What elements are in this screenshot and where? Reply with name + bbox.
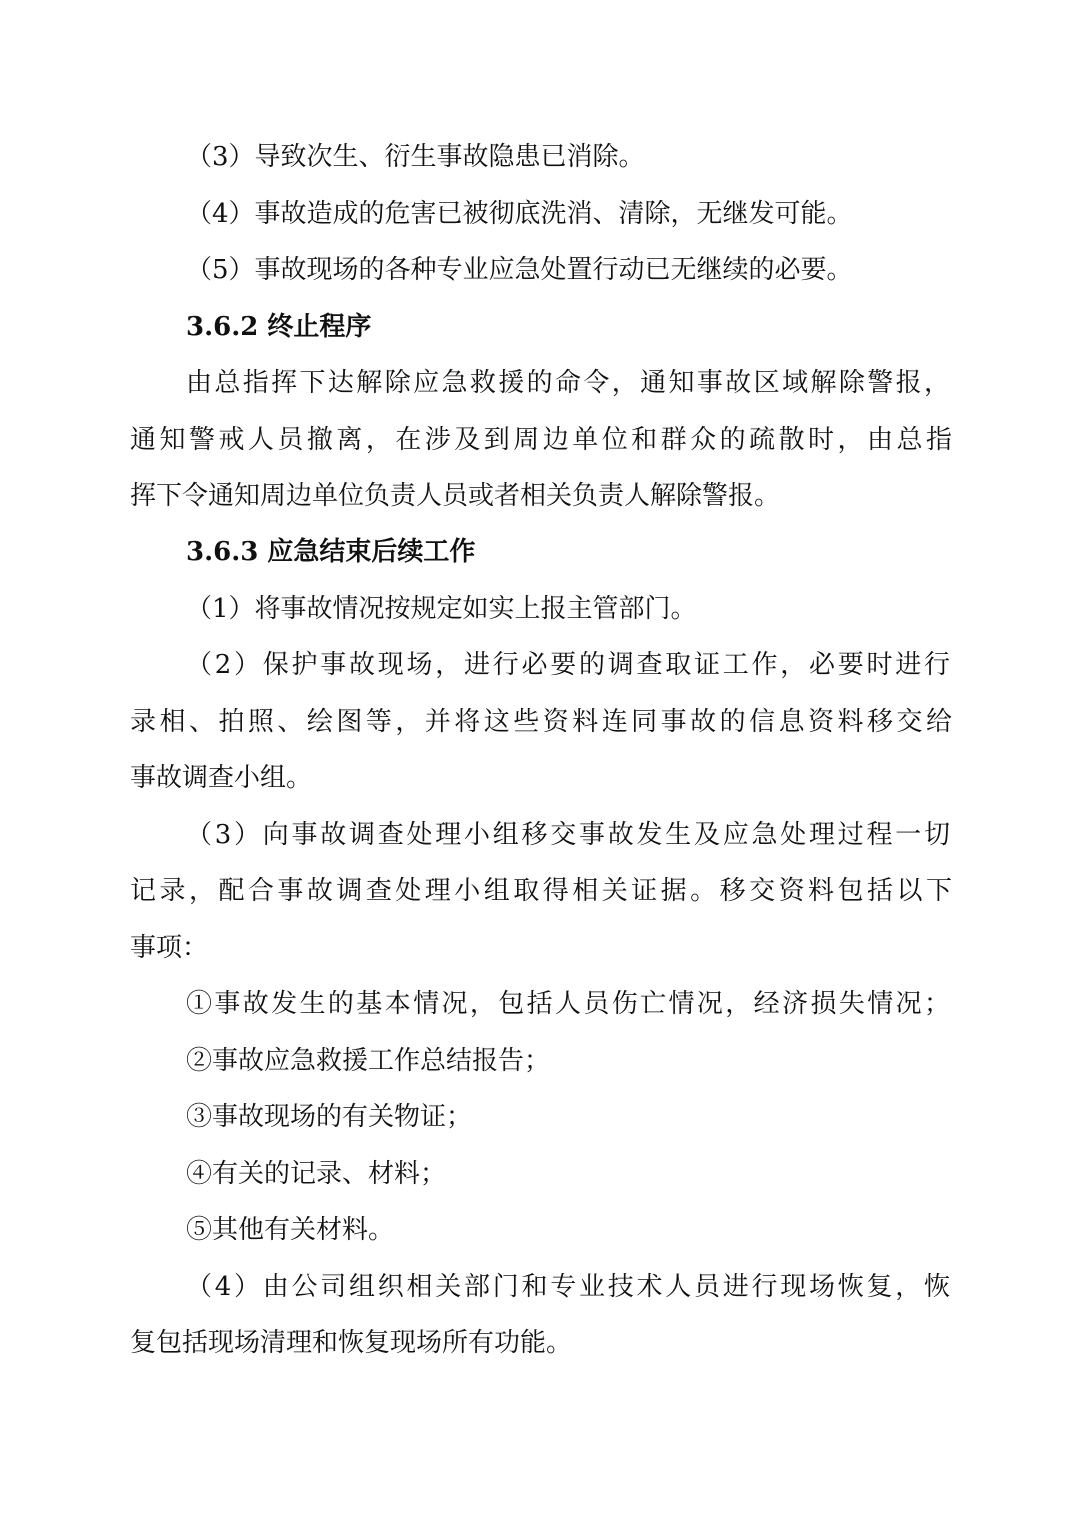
paragraph-line: （3）导致次生、衍生事故隐患已消除。 — [186, 142, 645, 172]
paragraph-line: 记录，配合事故调查处理小组取得相关证据。移交资料包括以下 — [130, 876, 952, 906]
paragraph-line: 复包括现场清理和恢复现场所有功能。 — [130, 1328, 573, 1358]
paragraph-line: （3）向事故调查处理小组移交事故发生及应急处理过程一切 — [186, 820, 950, 850]
list-item: ①事故发生的基本情况，包括人员伤亡情况，经济损失情况； — [186, 989, 950, 1019]
paragraph-line: （4）由公司组织相关部门和专业技术人员进行现场恢复，恢 — [186, 1272, 950, 1302]
list-item: ③事故现场的有关物证； — [186, 1102, 473, 1132]
paragraph-line: （5）事故现场的各种专业应急处置行动已无继续的必要。 — [186, 255, 853, 285]
paragraph-line: （4）事故造成的危害已被彻底洗消、清除，无继发可能。 — [186, 199, 853, 229]
paragraph-line: 通知警戒人员撤离，在涉及到周边单位和群众的疏散时，由总指 — [130, 425, 952, 455]
section-heading: 3.6.2 终止程序 — [186, 312, 372, 342]
paragraph-line: 事项： — [130, 933, 209, 963]
list-item: ②事故应急救援工作总结报告； — [186, 1046, 551, 1076]
list-item: ④有关的记录、材料； — [186, 1159, 447, 1189]
paragraph-line: 录相、拍照、绘图等，并将这些资料连同事故的信息资料移交给 — [130, 707, 952, 737]
paragraph-line: （1）将事故情况按规定如实上报主管部门。 — [186, 594, 697, 624]
list-item: ⑤其他有关材料。 — [186, 1215, 395, 1245]
paragraph-line: 由总指挥下达解除应急救援的命令，通知事故区域解除警报， — [186, 368, 950, 398]
paragraph-line: 事故调查小组。 — [130, 763, 313, 793]
paragraph-line: 挥下令通知周边单位负责人员或者相关负责人解除警报。 — [130, 481, 781, 511]
section-heading: 3.6.3 应急结束后续工作 — [186, 537, 476, 567]
paragraph-line: （2）保护事故现场，进行必要的调查取证工作，必要时进行 — [186, 650, 950, 680]
